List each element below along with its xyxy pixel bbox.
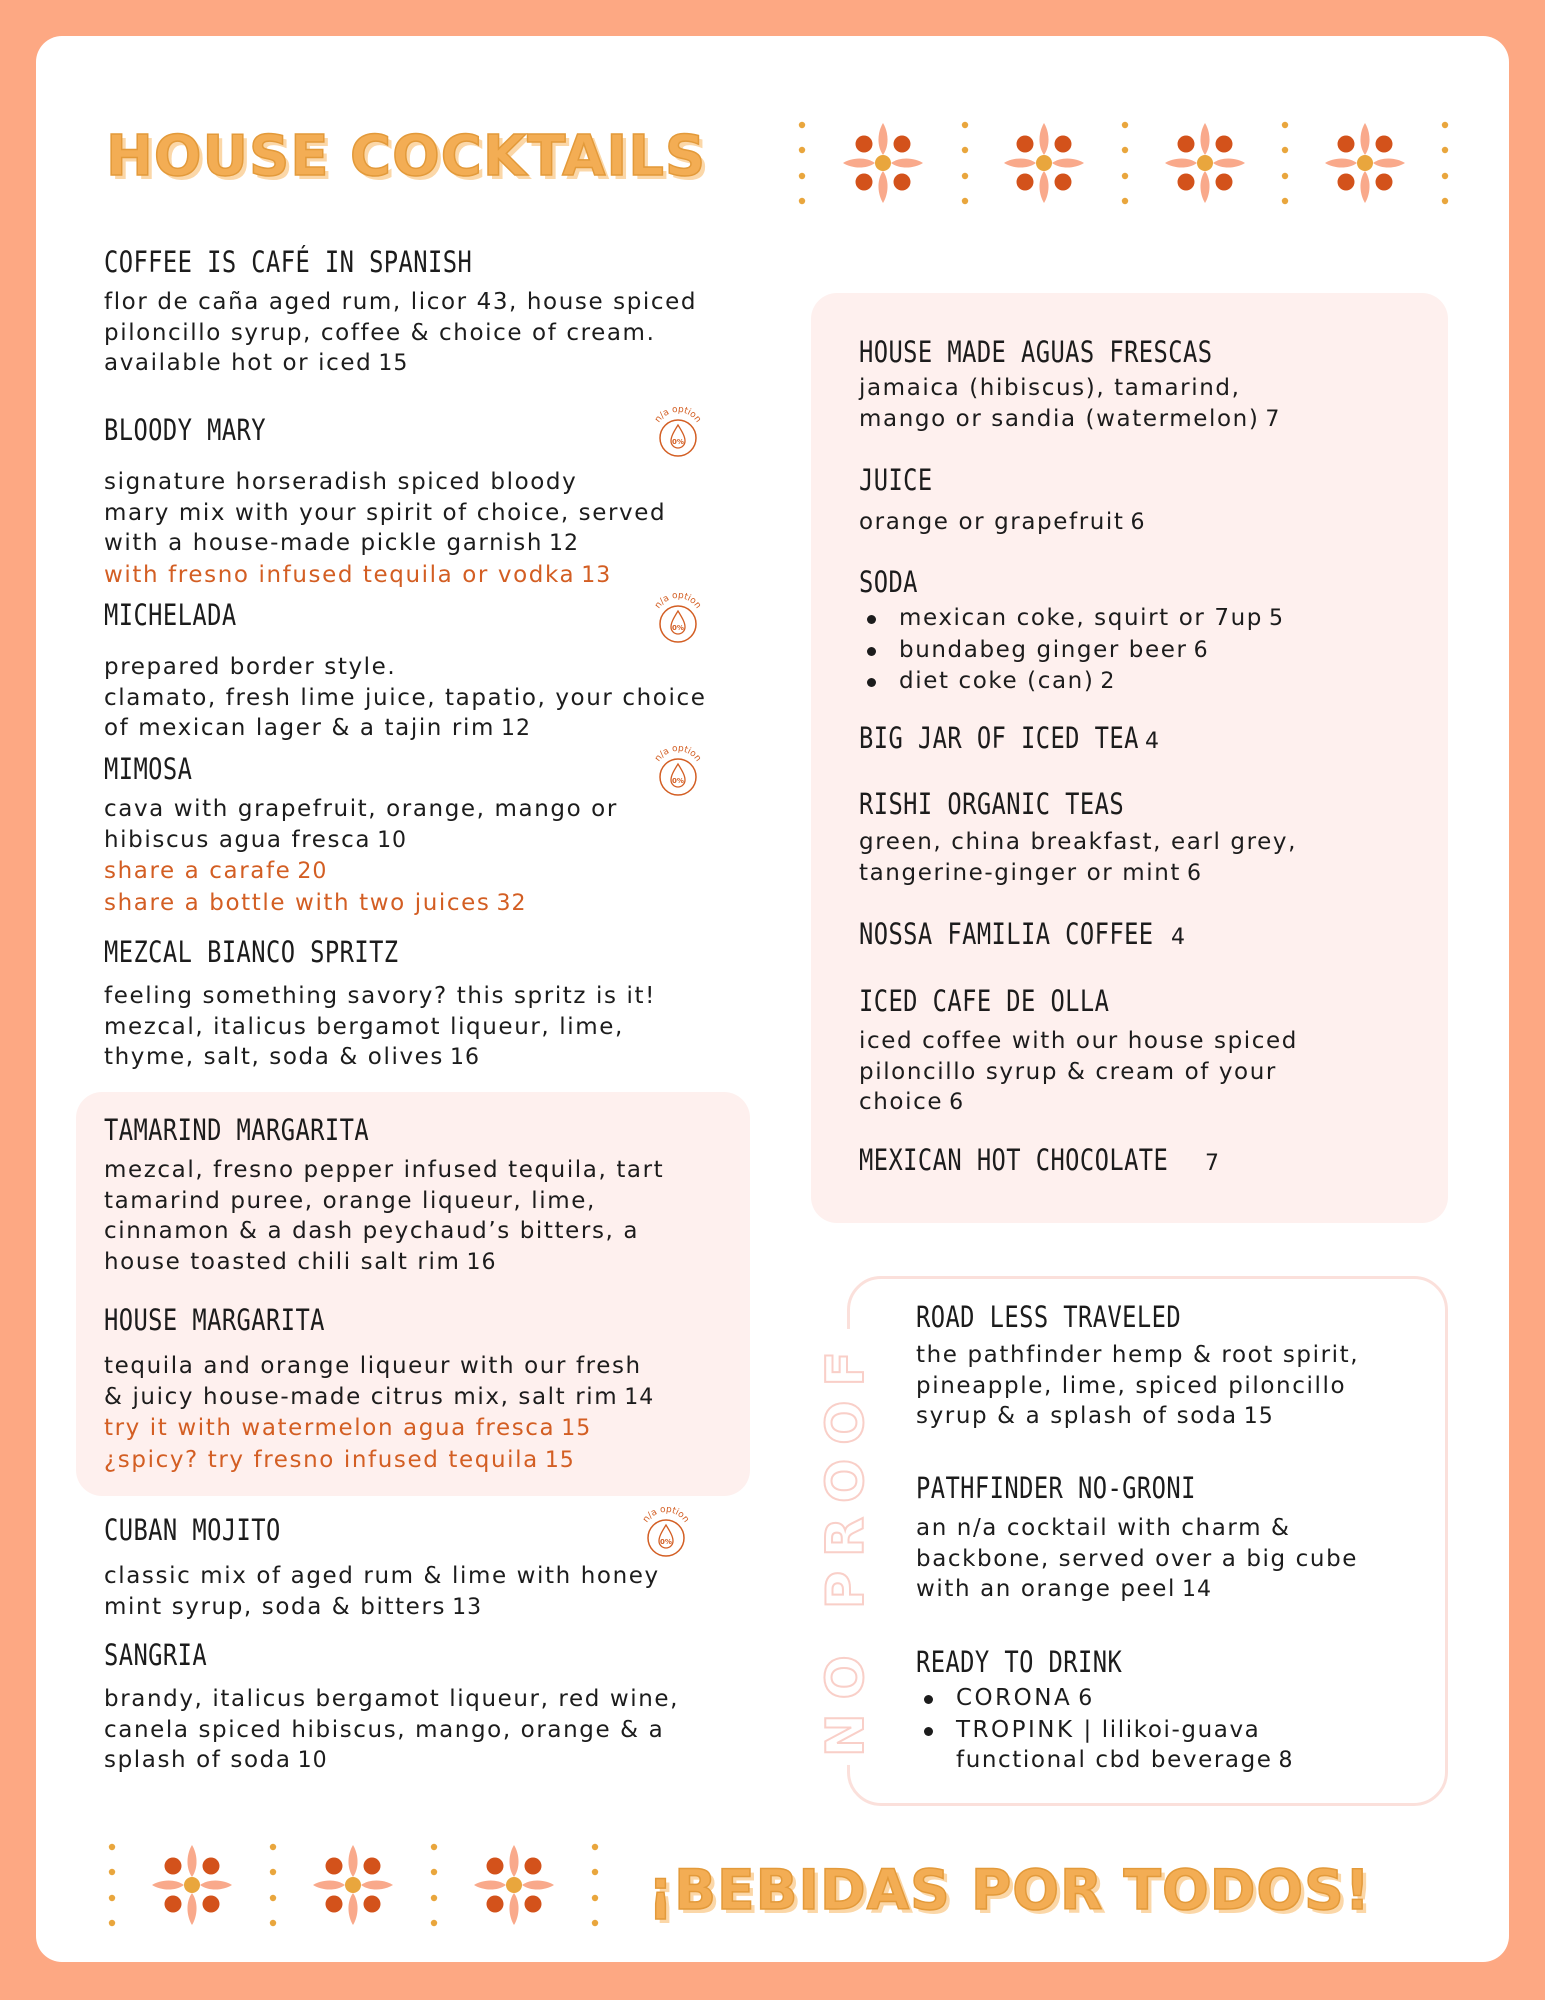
item-desc-line: with a house-made pickle garnish	[104, 530, 544, 556]
svg-text:n/a option: n/a option	[641, 1504, 691, 1525]
item-price: 14	[1182, 1577, 1213, 1602]
dot-divider	[109, 1844, 115, 1926]
item-name: ROAD LESS TRAVELED	[916, 1300, 1182, 1334]
flower-ornament-icon	[1165, 123, 1245, 203]
header-ornament-row	[790, 110, 1450, 216]
item-desc-line: clamato, fresh lime juice, tapatio, your choice	[104, 684, 707, 711]
svg-text:0%: 0%	[672, 438, 684, 446]
flower-ornament-icon	[1325, 123, 1405, 203]
item-desc-line: pineapple, lime, spiced piloncillo	[916, 1372, 1347, 1399]
item-price: 12	[549, 531, 580, 556]
item-price: 10	[297, 1748, 328, 1773]
item-extra: share a bottle with two juices	[104, 889, 491, 916]
cocktail-coffee-is-cafe	[104, 245, 697, 380]
item-desc-line: prepared border style.	[104, 654, 397, 680]
item-desc-line: canela spiced hibiscus, mango, orange & a	[104, 1716, 665, 1743]
item-desc-line: piloncillo syrup & cream of your	[859, 1058, 1277, 1085]
item-desc-line: available hot or iced	[104, 350, 373, 376]
item-desc-line: feeling something savory? this spritz is it!	[104, 983, 656, 1009]
item-name: SANGRIA	[104, 1638, 208, 1672]
item-name: TAMARIND MARGARITA	[104, 1113, 370, 1147]
item-desc-line: syrup & a splash of soda	[916, 1403, 1238, 1429]
item-desc-line: tamarind puree, orange liqueur, lime,	[104, 1187, 596, 1214]
item-price: 14	[624, 1384, 655, 1410]
item-price: 7	[1265, 406, 1281, 432]
item-desc-line: mezcal, italicus bergamot liqueur, lime,	[104, 1013, 624, 1040]
item-name: CUBAN MOJITO	[104, 1513, 281, 1547]
item-name: MIMOSA	[104, 752, 193, 786]
item-extra-price: 15	[544, 1447, 575, 1473]
item-price: 6	[1187, 860, 1203, 886]
item-desc-line: mango or sandia (watermelon)	[859, 405, 1260, 432]
item-desc-line: an n/a cocktail with charm &	[916, 1515, 1291, 1541]
item-desc-line: flor de caña aged rum, licor 43, house spiced	[104, 289, 698, 315]
item-desc-line: of mexican lager & a tajin rim	[104, 715, 495, 741]
item-name: SODA	[859, 565, 918, 599]
flower-ornament-icon	[152, 1845, 232, 1925]
bev-soda	[859, 565, 1284, 698]
list-item: CORONA 6	[916, 1683, 1294, 1715]
item-desc-line: cinnamon & a dash peychaud’s bitters, a	[104, 1218, 640, 1244]
cocktail-house-margarita	[104, 1303, 654, 1476]
footer-slogan: ¡BEBIDAS POR TODOS!	[648, 1858, 1371, 1922]
list-item: TROPINK | lilikoi-guava functional cbd beverage 8	[916, 1715, 1294, 1777]
item-desc-line: choice	[859, 1089, 944, 1115]
dot-divider	[1442, 122, 1448, 204]
item-name: COFFEE IS CAFÉ IN SPANISH	[104, 245, 473, 279]
item-extra-price: 32	[496, 890, 527, 916]
item-name: NOSSA FAMILIA COFFEE	[859, 917, 1154, 951]
cocktail-tamarind-margarita	[104, 1113, 664, 1278]
item-desc-line: the pathfinder hemp & root spirit,	[916, 1342, 1360, 1368]
item-name: JUICE	[859, 463, 933, 497]
cocktail-michelada	[104, 598, 706, 745]
item-desc-line: signature horseradish spiced bloody	[104, 469, 578, 495]
item-desc-line: tequila and orange liqueur with our fresh	[104, 1353, 642, 1379]
dot-divider	[431, 1844, 437, 1926]
dot-divider	[962, 122, 968, 204]
item-price: 15	[1243, 1404, 1274, 1429]
item-extra: with fresno infused tequila or vodka	[104, 561, 576, 588]
item-desc-line: house toasted chili salt rim	[104, 1248, 461, 1275]
bev-iced-tea	[859, 721, 1160, 755]
dot-divider	[1122, 122, 1128, 204]
item-name: BIG JAR OF ICED TEA	[859, 721, 1139, 755]
item-name: MEZCAL BIANCO SPRITZ	[104, 935, 399, 969]
item-desc-line: splash of soda	[104, 1747, 292, 1773]
flower-ornament-icon	[843, 123, 923, 203]
item-desc-line: jamaica (hibiscus), tamarind,	[859, 375, 1241, 401]
item-desc-line: & juicy house-made citrus mix, salt rim	[104, 1383, 619, 1410]
item-desc-line: tangerine-ginger or mint	[859, 859, 1182, 886]
item-desc-line: brandy, italicus bergamot liqueur, red wine,	[104, 1686, 680, 1712]
item-price: 16	[450, 1045, 480, 1070]
bev-hot-chocolate	[859, 1143, 1220, 1177]
no-proof-label: NO PROOF	[816, 1329, 876, 1765]
item-name: RISHI ORGANIC TEAS	[859, 787, 1125, 821]
dot-divider	[1282, 122, 1288, 204]
na-option-badge	[648, 590, 708, 650]
item-extra-price: 15	[561, 1416, 592, 1441]
list-item: mexican coke, squirt or 7up 5	[859, 603, 1284, 635]
item-extra: try it with watermelon agua fresca	[104, 1415, 556, 1441]
na-option-badge	[648, 743, 708, 803]
bev-nossa-coffee	[859, 917, 1186, 951]
item-desc-line: mary mix with your spirit of choice, served	[104, 499, 667, 526]
item-price: 15	[378, 351, 409, 376]
item-price: 10	[377, 827, 408, 853]
item-desc-line: orange or grapefruit	[859, 509, 1125, 535]
na-option-badge	[636, 1504, 696, 1564]
item-price: 6	[1130, 510, 1146, 535]
svg-text:0%: 0%	[672, 777, 684, 785]
item-price: 16	[466, 1249, 497, 1275]
item-desc-line: with an orange peel	[916, 1576, 1177, 1602]
dot-divider	[799, 122, 805, 204]
item-desc-line: backbone, served over a big cube	[916, 1545, 1359, 1572]
item-extra: ¿spicy? try fresno infused tequila	[104, 1446, 539, 1473]
item-price: 4	[1145, 729, 1160, 754]
flower-ornament-icon	[313, 1845, 393, 1925]
list-item: bundabeg ginger beer 6	[859, 635, 1284, 667]
bev-iced-cafe-de-olla	[859, 984, 1298, 1119]
item-desc-line: cava with grapefruit, orange, mango or	[104, 796, 618, 822]
item-price: 6	[949, 1090, 965, 1115]
item-desc-line: mezcal, fresno pepper infused tequila, tart	[104, 1157, 665, 1183]
item-name: ICED CAFE DE OLLA	[859, 984, 1110, 1018]
item-price: 12	[500, 716, 531, 741]
item-desc-line: hibiscus agua fresca	[104, 826, 372, 853]
item-desc-line: classic mix of aged rum & lime with honey	[104, 1563, 660, 1589]
na-option-badge	[648, 404, 708, 464]
item-price: 4	[1171, 925, 1186, 950]
item-extra-price: 13	[581, 562, 612, 588]
item-price: 13	[452, 1594, 483, 1620]
dot-divider	[270, 1844, 276, 1926]
item-name: PATHFINDER NO-GRONI	[916, 1471, 1196, 1505]
svg-text:n/a option: n/a option	[653, 404, 703, 425]
menu-title: HOUSE COCKTAILS	[106, 124, 707, 189]
cocktail-mezcal-spritz	[104, 935, 656, 1074]
cocktail-bloody-mary	[104, 413, 666, 591]
np-ready-to-drink	[916, 1645, 1294, 1777]
np-road-less-traveled	[916, 1300, 1359, 1433]
item-name: BLOODY MARY	[104, 413, 267, 447]
item-name: MICHELADA	[104, 598, 237, 632]
bev-rishi-teas	[859, 787, 1297, 889]
list-item: diet coke (can) 2	[859, 666, 1284, 698]
svg-text:n/a option: n/a option	[653, 590, 703, 611]
np-pathfinder-no-groni	[916, 1471, 1358, 1606]
item-name: READY TO DRINK	[916, 1645, 1123, 1679]
svg-text:0%: 0%	[660, 1538, 672, 1546]
item-name: MEXICAN HOT CHOCOLATE	[859, 1143, 1169, 1177]
bev-juice	[859, 463, 1146, 539]
item-desc-line: mint syrup, soda & bitters	[104, 1593, 447, 1620]
cocktail-cuban-mojito	[104, 1513, 660, 1623]
item-name: HOUSE MADE AGUAS FRESCAS	[859, 335, 1213, 369]
dot-divider	[592, 1844, 598, 1926]
bev-aguas-frescas	[859, 335, 1290, 435]
svg-text:0%: 0%	[672, 624, 684, 632]
item-desc-line: thyme, salt, soda & olives	[104, 1044, 444, 1070]
cocktail-sangria	[104, 1638, 679, 1777]
item-desc-line: green, china breakfast, earl grey,	[859, 829, 1297, 855]
svg-text:n/a option: n/a option	[653, 743, 703, 764]
item-price: 7	[1205, 1151, 1220, 1176]
flower-ornament-icon	[474, 1845, 554, 1925]
item-desc-line: iced coffee with our house spiced	[859, 1028, 1298, 1054]
item-extra: share a carafe	[104, 858, 292, 884]
item-name: HOUSE MARGARITA	[104, 1303, 325, 1337]
item-extra-price: 20	[297, 859, 328, 884]
footer-ornament-row	[100, 1832, 600, 1938]
item-desc-line: piloncillo syrup, coffee & choice of cream.	[104, 319, 656, 346]
flower-ornament-icon	[1004, 123, 1084, 203]
cocktail-mimosa	[104, 752, 618, 919]
